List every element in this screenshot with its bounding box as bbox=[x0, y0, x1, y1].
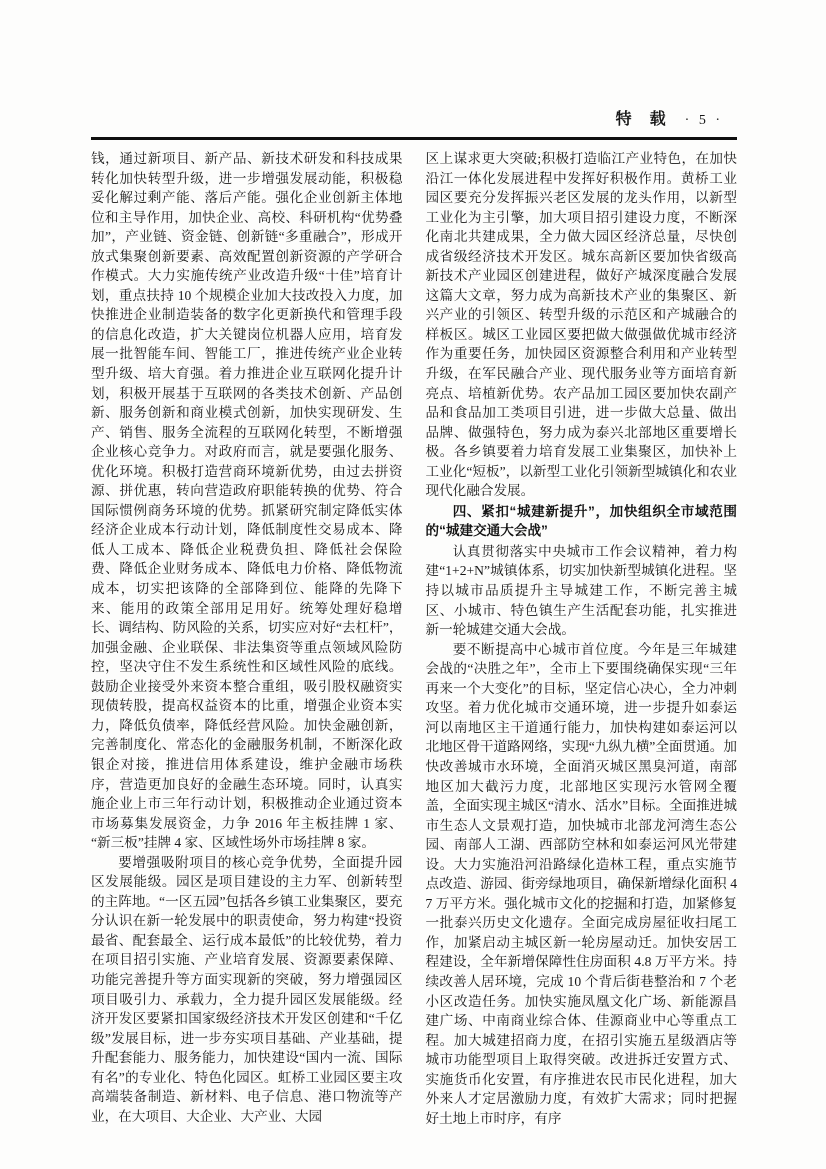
right-column bbox=[426, 149, 738, 1128]
paragraph: 要增强吸附项目的核心竞争优势，全面提升园区发展能级。园区是项目建设的主力军、创新转型的主阵地。“一区五园”包括各乡镇工业集聚区，要充分认识在新一轮发展中的职责使命，努力构建“投资最省、配套最全、运行成本最低”的比较优势，着力在项目招引实施、产业培育发展、资源要素保障、功能完善提升等方面实现新的突破，努力增强园区项目吸引力、承载力，全力提升园区发展能级。经济开发区要紧扣国家级经济技术开发区创建和“千亿级”发展目标，进一步夯实项目基础、产业基础，提升配套能力、服务能力，加快建设“国内一流、国际有名”的专业化、特色化园区。虹桥工业园区要主攻高端装备制造、新材料、电子信息、港口物流等产业，在大项目、大企业、大产业、大园 bbox=[91, 854, 403, 1124]
paragraph-continuation: 区上谋求更大突破;积极打造临江产业特色，在加快沿江一体化发展进程中发挥好积极作用。黄桥工业园区要充分发挥振兴老区发展的龙头作用，以新型工业化为主引擎，加大项目招引建设力度，不断深化南北共建成果，全力做大园区经济总量，尽快创成省级经济技术开发区。城东高新区要加快省级高新技术产业园区创建进程，做好产城深度融合发展这篇大文章，努力成为高新技术产业的集聚区、新兴产业的引领区、转型升级的示范区和产城融合的样板区。城区工业园区要把做大做强做优城市经济作为重要任务，加快园区资源整合利用和产业转型升级，在军民融合产业、现代服务业等方面培育新亮点、培植新优势。农产品加工园区要加快农副产品和食品加工类项目引进，进一步做大总量、做出品牌、做强特色，努力成为泰兴北部地区重要增长极。各乡镇要着力培育发展工业集聚区，加快补上工业化“短板”，以新型工业化引领新型城镇化和农业现代化融合发展。 bbox=[425, 151, 737, 499]
section-heading: 四、紧扣“城建新提升”，加快组织全市域范围的“城建交通大会战” bbox=[425, 503, 737, 539]
page-header bbox=[91, 106, 737, 132]
section-title: 特 载 bbox=[615, 111, 667, 128]
page-number: · 5 · bbox=[684, 113, 723, 128]
paragraph: 认真贯彻落实中央城市工作会议精神，着力构建“1+2+N”城镇体系，切实加快新型城镇化进程。坚持以城市品质提升主导城建工作，不断完善主城区、小城市、特色镇生产生活配套功能，扎实推进新一轮城建交通大会战。 bbox=[425, 543, 737, 638]
paragraph: 要不断提高中心城市首位度。今年是三年城建会战的“决胜之年”，全市上下要围绕确保实现“三年再来一个大变化”的目标，坚定信心决心，全力冲刺攻坚。着力优化城市交通环境，进一步提升如泰运河以南地区主干道通行能力，加快构建如泰运河以北地区骨干道路网络，实现“九纵九横”全面贯通。加快改善城市水环境，全面消灭城区黑臭河道，南部地区加大截污力度，北部地区实现污水管网全覆盖，全面实现主城区“清水、活水”目标。全面推进城市生态人文景观打造，加快城市北部龙河湾生态公园、南部人工湖、西部防空林和如泰运河风光带建设。大力实施沿河沿路绿化造林工程，重点实施节点改造、游园、街旁绿地项目，确保新增绿化面积 47 万平方米。强化城市文化的挖掘和打造，加紧修复一批泰兴历史文化遗存。全面完成房屋征收扫尾工作，加紧启动主城区新一轮房屋动迁。加快安居工程建设，全年新增保障性住房面积 4.8 万平方米。持续改善人居环境，完成 10 个背后街巷整治和 7 个老小区改造任务。加快实施凤凰文化广场、新能源昌建广场、中南商业综合体、佳源商业中心等重点工程。加大城建招商力度，在招引实施五星级酒店等城市功能型项目上取得突破。改进拆迁安置方式、实施货币化安置，有序推进农民市民化进程，加大外来人才定居激励力度，有效扩大需求；同时把握好土地上市时序，有序 bbox=[425, 641, 737, 1126]
two-column-layout bbox=[91, 149, 737, 1128]
header-rule bbox=[91, 137, 737, 140]
text-block bbox=[91, 106, 737, 1128]
left-column bbox=[91, 149, 403, 1128]
paragraph-continuation: 钱，通过新项目、新产品、新技术研发和科技成果转化加快转型升级，进一步增强发展动能，积极稳妥化解过剩产能、落后产能。强化企业创新主体地位和主导作用，加快企业、高校、科研机构“优势叠加”，产业链、资金链、创新链“多重融合”，形成开放式集聚创新要素、高效配置创新资源的产学研合作模式。大力实施传统产业改造升级“十佳”培育计划，重点扶持 10 个规模企业加大技改投入力度，加快推进企业制造装备的数字化更新换代和管理手段的信息化改造，扩大关键岗位机器人应用，培育发展一批智能车间、智能工厂，推进传统产业企业转型升级、培大育强。着力推进企业互联网化提升计划，积极开展基于互联网的各类技术创新、产品创新、服务创新和商业模式创新，加快实现研发、生产、销售、服务全流程的互联网化转型，不断增强企业核心竞争力。对政府而言，就是要强化服务、优化环境。积极打造营商环境新优势，由过去拼资源、拼优惠，转向营造政府职能转换的优势、符合国际惯例商务环境的优势。抓紧研究制定降低实体经济企业成本行动计划，降低制度性交易成本、降低人工成本、降低企业税费负担、降低社会保险费、降低企业财务成本、降低电力价格、降低物流成本，切实把该降的全部降到位、能降的先降下来、能用的政策全部用足用好。统筹处理好稳增长、调结构、防风险的关系，切实应对好“去杠杆”，加强金融、企业联保、非法集资等重点领域风险防控，坚决守住不发生系统性和区域性风险的底线。鼓励企业接受外来资本整合重组，吸引股权融资实现债转股，提高权益资本的比重，增强企业资本实力，降低负债率，降低经营风险。加快金融创新，完善制度化、常态化的金融服务机制，不断深化政银企对接，推进信用体系建设，维护金融市场秩序，营造更加良好的金融生态环境。同时，认真实施企业上市三年行动计划，积极推动企业通过资本市场募集发展资金，力争 2016 年主板挂牌 1 家、“新三板”挂牌 4 家、区域性场外市场挂牌 8 家。 bbox=[91, 151, 403, 851]
